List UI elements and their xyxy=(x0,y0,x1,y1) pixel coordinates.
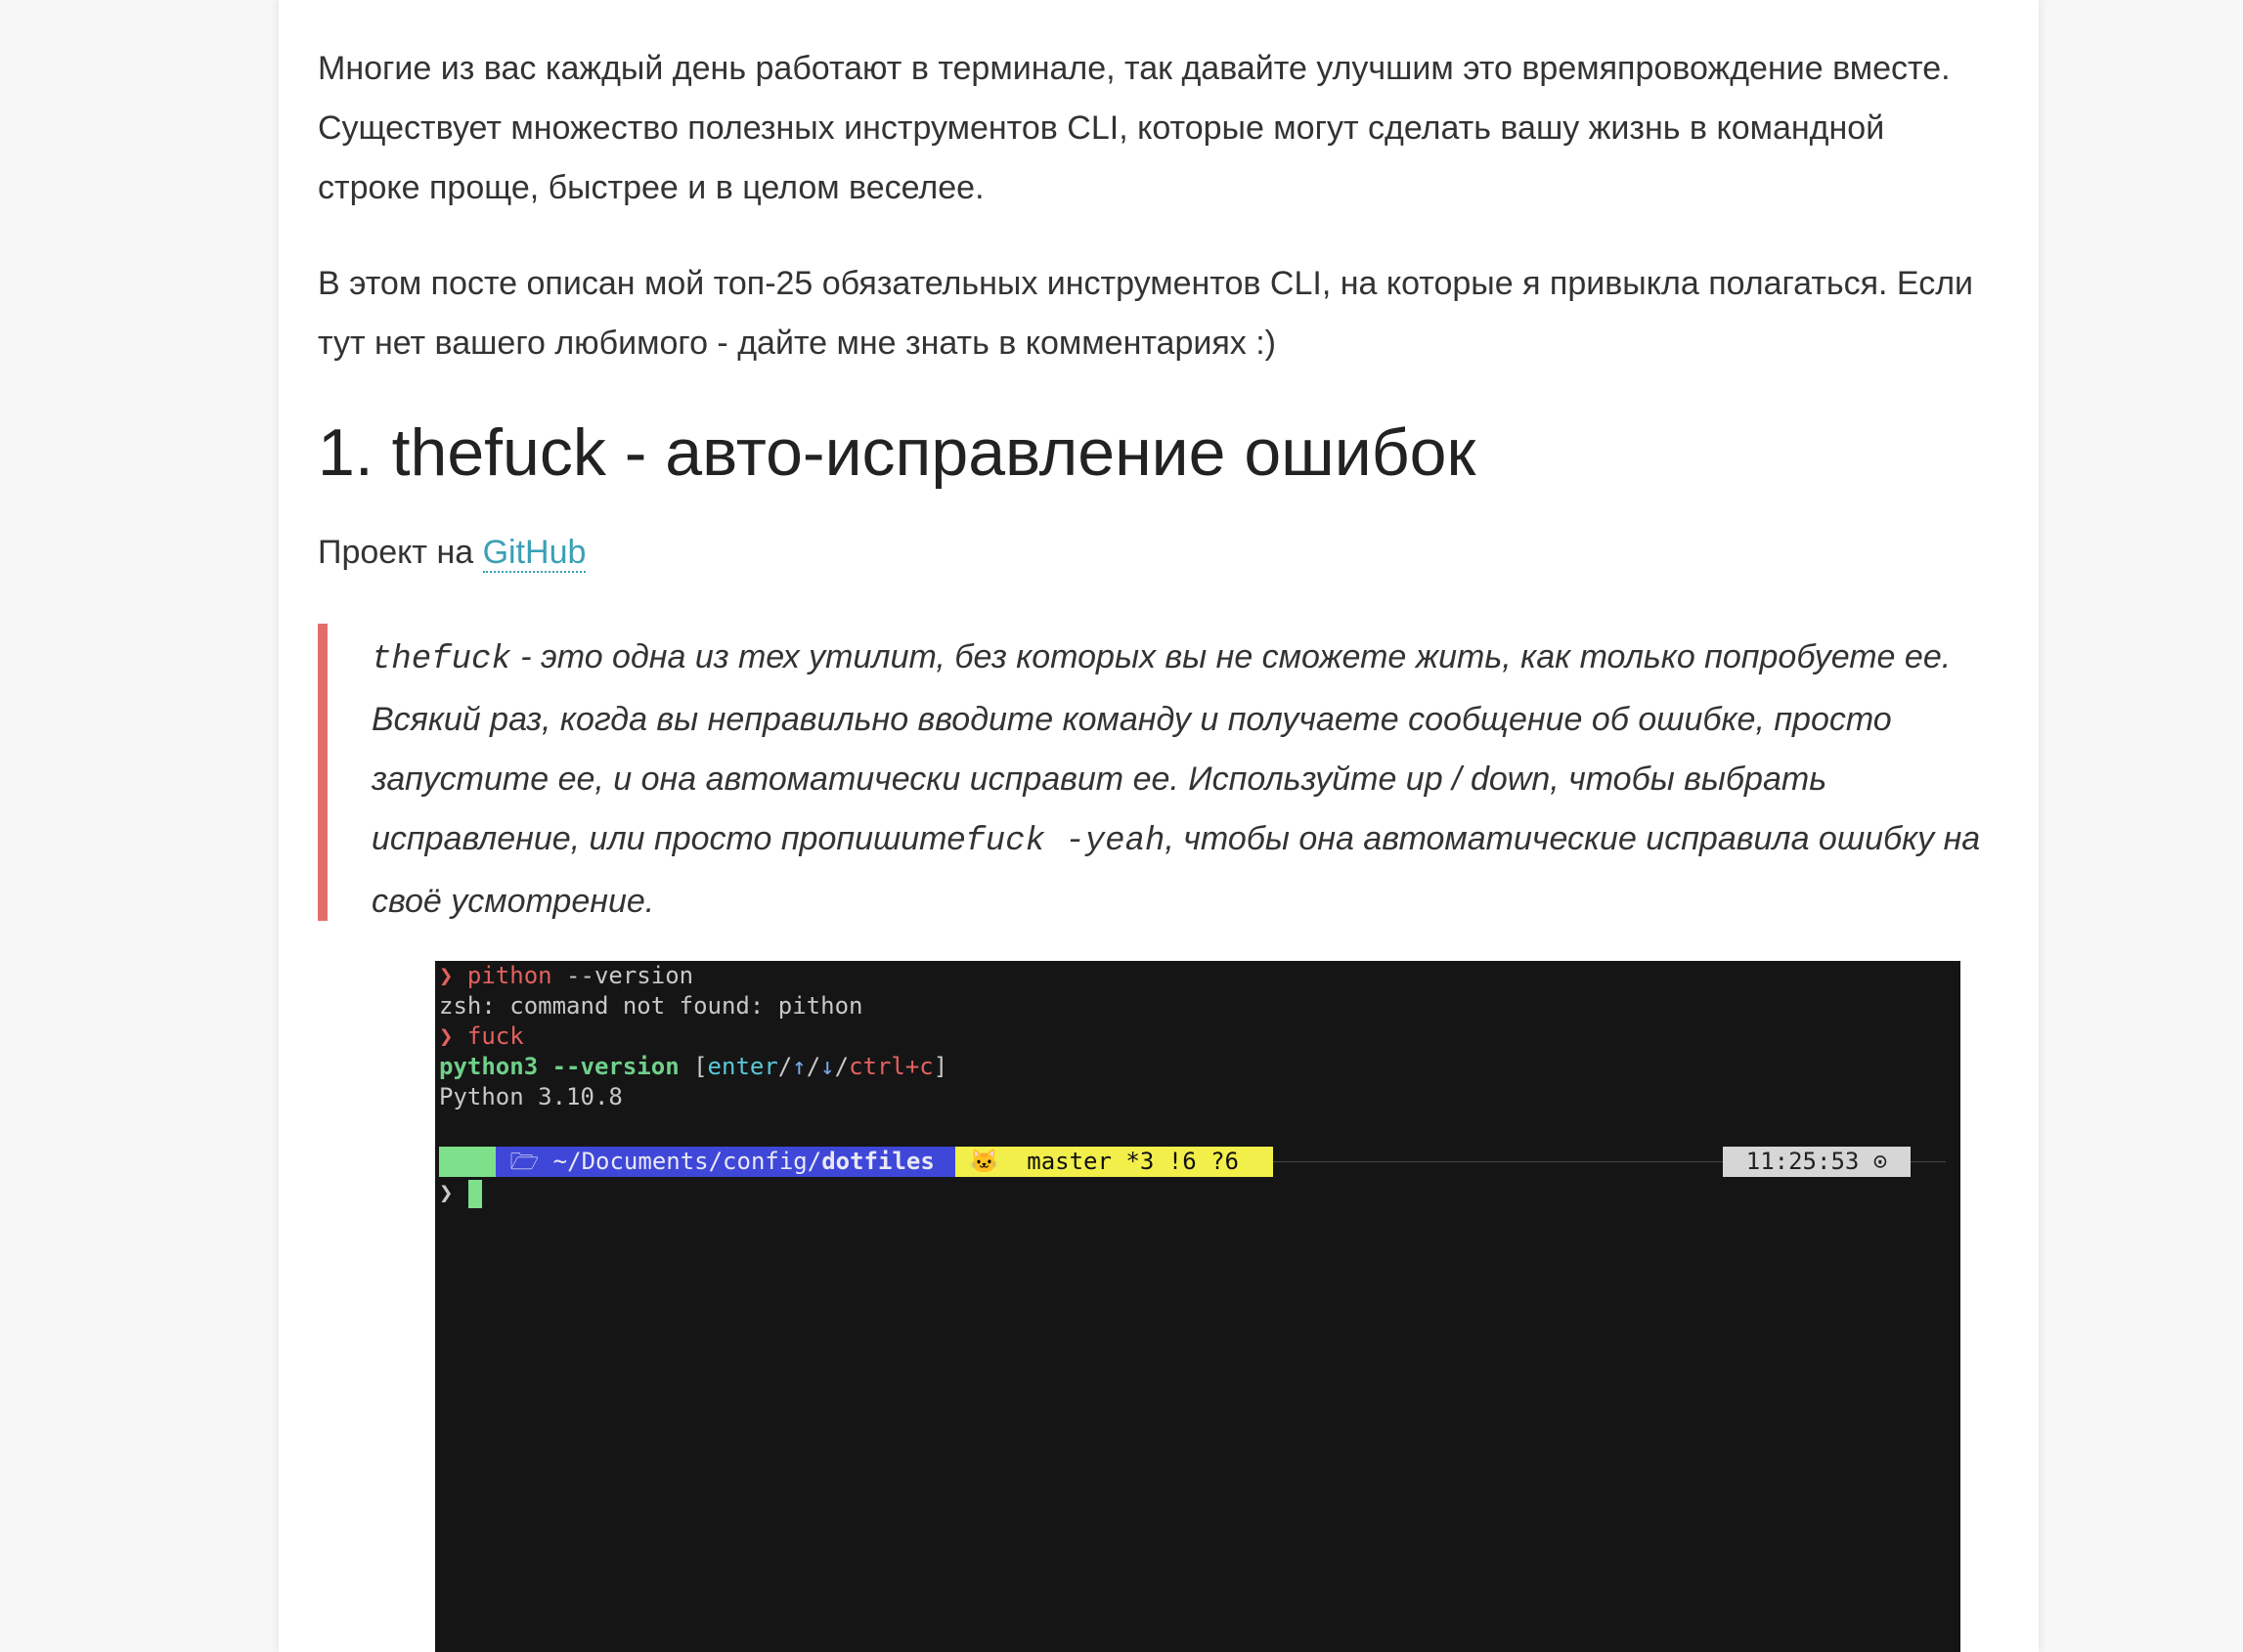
bracket-open: [ xyxy=(679,1053,708,1080)
article-card xyxy=(279,0,2039,1652)
terminal-cmd: fuck xyxy=(466,1022,524,1050)
bracket-close: ] xyxy=(933,1053,948,1080)
git-segment xyxy=(955,1147,1273,1177)
prompt-chevron-icon: ❯ xyxy=(439,1179,454,1206)
inline-code-fuck-yeah: fuck -yeah xyxy=(965,823,1165,860)
inline-code-thefuck: thefuck xyxy=(372,641,511,678)
key-enter: enter xyxy=(707,1053,778,1080)
github-link[interactable]: GitHub xyxy=(482,534,587,571)
terminal-cmd: pithon xyxy=(466,962,552,989)
prompt-statusbar xyxy=(439,1147,1960,1177)
terminal-line-3 xyxy=(439,1022,524,1052)
terminal-line-1 xyxy=(439,961,693,991)
suggested-command: python3 --version xyxy=(439,1053,680,1080)
section-heading: 1. thefuck - авто-исправление ошибок xyxy=(318,415,1476,490)
terminal-line-4 xyxy=(439,1052,947,1082)
prompt-chevron-icon: ❯ xyxy=(439,962,454,989)
path-dir: dotfiles xyxy=(821,1148,935,1175)
slash: / xyxy=(806,1053,821,1080)
project-line xyxy=(318,523,586,583)
arrow-up-icon: ↑ xyxy=(792,1053,807,1080)
prompt-chevron-icon: ❯ xyxy=(439,1022,454,1050)
quote-text-2: , чтобы она автоматические исправила ошибку на своё усмотрение. xyxy=(372,820,1981,920)
arrow-down-icon: ↓ xyxy=(820,1053,835,1080)
terminal-cursor xyxy=(468,1180,482,1208)
git-info: master *3 !6 ?6 xyxy=(1012,1148,1239,1175)
statusbar-divider xyxy=(1273,1161,1723,1162)
intro-paragraph-2: В этом посте описан мой топ-25 обязательных инструментов CLI, на которые я привыкла полагаться. Если тут нет вашего любимого - дайте мне знать в комментариях :) xyxy=(318,265,1974,362)
blockquote xyxy=(318,624,1990,921)
slash: / xyxy=(777,1053,793,1080)
project-prefix: Проект на xyxy=(318,534,483,571)
key-ctrl-c: ctrl+c xyxy=(849,1053,934,1080)
terminal-line-2: zsh: command not found: pithon xyxy=(439,992,863,1020)
apple-icon xyxy=(439,1147,496,1177)
folder-icon: 🗁 xyxy=(509,1148,540,1175)
path-segment xyxy=(496,1147,955,1177)
quote-text-1: - это одна из тех утилит, без которых вы не сможете жить, как только попробуете ее. Всякий раз, когда вы неправильно вводите команду и получаете сообщение об ошибке, просто запустите ее, и она автоматически исправит ее. Используйте up / down, чтобы выбрать исправление, или просто пропишите xyxy=(372,638,1952,857)
statusbar-divider-end xyxy=(1911,1161,1946,1162)
github-cat-icon: 🐱 xyxy=(969,1148,999,1175)
terminal-args: --version xyxy=(551,962,694,989)
blockquote-text xyxy=(372,628,1985,932)
intro-paragraph-1: Многие из вас каждый день работают в терминале, так давайте улучшим это времяпровождение вместе. Существует множество полезных инструментов CLI, которые могут сделать вашу жизнь в командной строке проще, быстрее и в целом веселее. xyxy=(318,50,1951,206)
slash: / xyxy=(834,1053,850,1080)
path-prefix: ~/Documents/config/ xyxy=(539,1148,822,1175)
terminal-line-5: Python 3.10.8 xyxy=(439,1083,623,1110)
terminal-screenshot xyxy=(435,961,1960,1652)
time-segment: 11:25:53 ⊙ xyxy=(1723,1147,1911,1177)
